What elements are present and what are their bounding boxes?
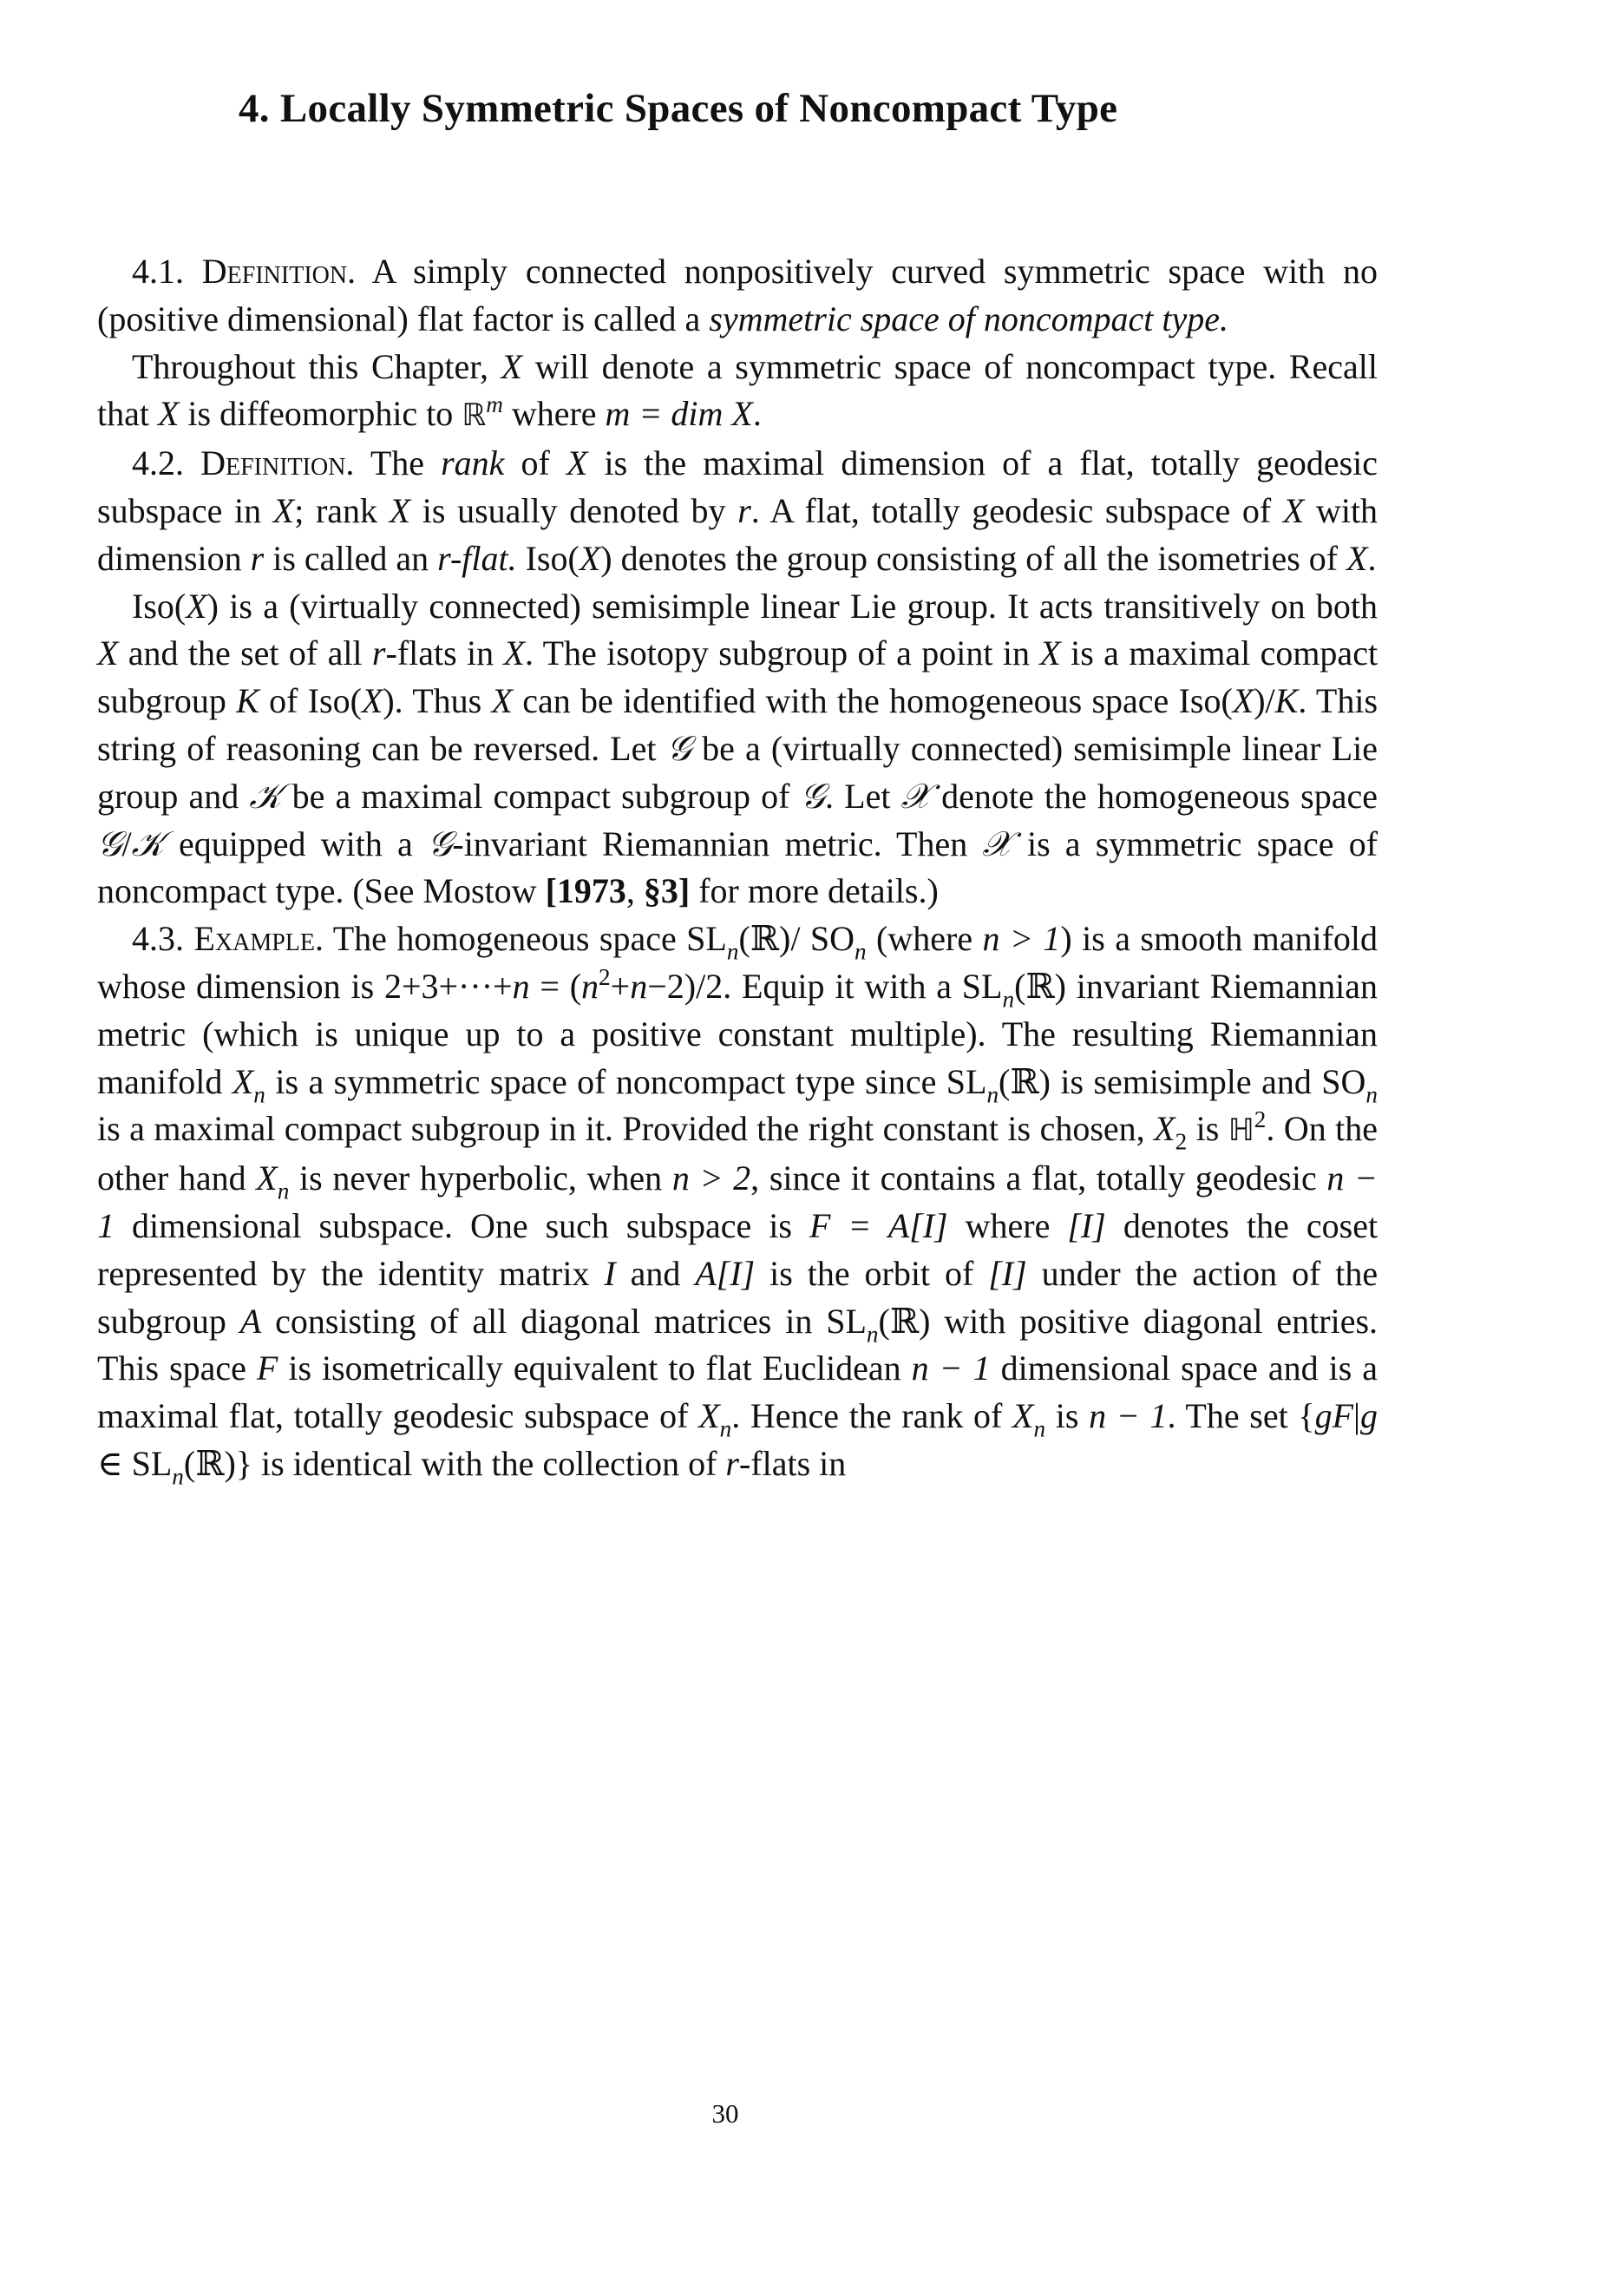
- section-number: 4.1.: [132, 252, 184, 291]
- math-expression: n − 1: [911, 1348, 991, 1388]
- math-symbol: X: [186, 586, 207, 626]
- text-run: ; rank: [294, 490, 378, 530]
- punctuation: .: [1367, 538, 1377, 578]
- subscript: n: [986, 1080, 999, 1107]
- math-symbol: n: [630, 966, 648, 1006]
- text-run: -flats in: [385, 633, 494, 673]
- body-text: [97, 248, 1378, 1488]
- emphasized-term: r-flat.: [437, 538, 517, 578]
- section-number: 4.2.: [132, 443, 184, 483]
- text-run: (ℝ) with positive diagonal entries. This space: [97, 1301, 1378, 1388]
- text-run: (ℝ) is semisimple and SO: [999, 1061, 1366, 1101]
- math-symbol: 𝒢: [666, 728, 692, 769]
- math-symbol: X: [503, 633, 525, 673]
- math-expression: ): [600, 538, 612, 578]
- example-label: Example.: [193, 919, 324, 959]
- math-symbol: I: [604, 1253, 616, 1293]
- text-run: is usually denoted by: [422, 490, 726, 530]
- math-expression: F = A[I]: [809, 1205, 948, 1245]
- text-run: and the set of all: [128, 633, 363, 673]
- text-run: . Let: [825, 776, 891, 816]
- text-run: be a maximal compact subgroup of: [291, 776, 790, 816]
- math-symbol: X: [501, 346, 523, 386]
- math-expression: /: [121, 824, 132, 863]
- math-symbol: 𝒳: [900, 776, 931, 817]
- text-run: , since it contains a flat, totally geodesic: [750, 1158, 1317, 1198]
- paragraph-iso-group: [97, 583, 1378, 916]
- math-symbol: r: [737, 490, 751, 530]
- math-expression: = (: [540, 966, 582, 1006]
- text-run: for more details.): [698, 871, 939, 911]
- math-expression: [I]: [988, 1253, 1027, 1293]
- math-symbol: 𝒢: [427, 824, 453, 864]
- text-run: . Equip it with a SL: [723, 966, 1003, 1006]
- text-run: (ℝ)/ SO: [738, 919, 855, 959]
- math-expression: )/: [1254, 681, 1275, 721]
- subscript: n: [172, 1463, 184, 1490]
- math-symbol: X: [232, 1061, 254, 1101]
- emphasized-term: symmetric space of noncompact type.: [709, 299, 1229, 338]
- text-run: The homogeneous space SL: [332, 919, 727, 959]
- math-expression: Iso(: [525, 538, 580, 578]
- subscript: n: [253, 1080, 265, 1107]
- definition-label: Definition.: [201, 252, 357, 291]
- math-symbol: K: [236, 681, 259, 721]
- math-expression: m = dim X: [605, 394, 753, 434]
- math-expression: ): [206, 586, 219, 626]
- math-symbol: ℝ: [462, 397, 487, 434]
- math-expression: −2)/2: [647, 966, 724, 1006]
- text-run: is never hyperbolic, when: [298, 1158, 663, 1198]
- text-run: equipped with a: [178, 824, 413, 863]
- superscript: 2: [599, 964, 611, 990]
- text-run: Throughout this Chapter,: [132, 346, 488, 386]
- paragraph-throughout: [97, 344, 1378, 441]
- math-symbol: n: [581, 966, 599, 1006]
- math-expression: A[I]: [695, 1253, 756, 1293]
- math-symbol: r: [371, 633, 386, 673]
- text-run: be a (virtually connected) semisimple linear Lie group and: [97, 728, 1378, 816]
- text-run: is a symmetric space of noncompact type since SL: [275, 1061, 987, 1101]
- citation-section: §3]: [643, 871, 691, 911]
- math-expression: n − 1: [97, 1158, 1378, 1245]
- math-symbol: 𝒦: [131, 824, 164, 864]
- text-run: The: [370, 443, 424, 483]
- text-run: where: [511, 394, 597, 434]
- math-symbol: 𝒳: [982, 824, 1012, 864]
- math-symbol: X: [389, 490, 411, 530]
- math-symbol: X: [97, 633, 119, 673]
- citation-year: [1973: [545, 871, 626, 911]
- text-run: of Iso(: [269, 681, 362, 721]
- text-run: is the maximal dimension of a flat, totally geodesic subspace in: [97, 443, 1378, 530]
- text-run: ). Thus: [383, 681, 482, 721]
- math-symbol: r: [725, 1443, 739, 1483]
- text-run: is a (virtually connected) semisimple linear Lie group. It acts transitively on both: [229, 586, 1378, 626]
- subscript: n: [277, 1178, 290, 1204]
- math-symbol: X: [491, 681, 513, 721]
- subscript: n: [726, 938, 739, 965]
- emphasized-term: rank: [441, 443, 505, 483]
- text-run: dimensional subspace. One such subspace is: [132, 1205, 792, 1245]
- text-run: (ℝ) invariant Riemannian metric (which is unique up to a positive constant multiple). The resulting Riemannian manifold: [97, 966, 1378, 1101]
- math-symbol: F: [256, 1348, 278, 1388]
- math-symbol: X: [256, 1158, 278, 1198]
- math-expression: n − 1: [1089, 1396, 1168, 1436]
- text-run: A simply connected nonpositively curved symmetric space with no (positive dimensional) flat factor is called a: [97, 252, 1378, 338]
- punctuation: .: [752, 394, 762, 434]
- text-run: where: [965, 1205, 1051, 1245]
- math-expression: n > 1: [982, 919, 1061, 959]
- text-run: ) is a smooth manifold whose dimension is: [97, 919, 1378, 1006]
- math-symbol: X: [579, 538, 601, 578]
- math-symbol: X: [1039, 633, 1061, 673]
- text-run: . A flat, totally geodesic subspace of: [750, 490, 1272, 530]
- text-run: will denote a symmetric space of noncompact type. Recall that: [97, 346, 1378, 434]
- page-number: 30: [711, 2098, 739, 2129]
- math-expression: [I]: [1067, 1205, 1106, 1245]
- subscript: 2: [1175, 1128, 1188, 1155]
- chapter-title: 4. Locally Symmetric Spaces of Noncompact Type: [239, 86, 1118, 131]
- math-symbol: X: [1346, 538, 1368, 578]
- math-expression: |: [1353, 1396, 1361, 1436]
- text-run: denotes the coset represented by the identity matrix: [97, 1205, 1378, 1293]
- math-symbol: 𝒢: [97, 824, 122, 864]
- math-expression: n > 2: [671, 1158, 751, 1198]
- math-symbol: X: [1232, 681, 1254, 721]
- text-run: is a symmetric space of noncompact type. (See Mostow: [97, 824, 1378, 911]
- math-symbol: X: [361, 681, 383, 721]
- text-run: denote the homogeneous space: [941, 776, 1378, 816]
- text-run: can be identified with the homogeneous space Iso(: [522, 681, 1233, 721]
- text-run: is the orbit of: [769, 1253, 974, 1293]
- text-run: (ℝ)} is identical with the collection of: [183, 1443, 717, 1483]
- text-run: denotes the group consisting of all the isometries of: [620, 538, 1339, 578]
- math-symbol: 𝒦: [249, 776, 282, 817]
- section-number: 4.3.: [132, 919, 184, 959]
- math-expression: +: [610, 966, 631, 1006]
- math-symbol: X: [1012, 1396, 1034, 1436]
- text-run: is: [1195, 1109, 1220, 1149]
- math-symbol: X: [1282, 490, 1305, 530]
- math-symbol: ℍ: [1228, 1112, 1254, 1149]
- text-run: is called an: [272, 538, 429, 578]
- text-run: . This string of reasoning can be reversed. Let: [97, 681, 1378, 768]
- text-run: is isometrically equivalent to flat Euclidean: [288, 1348, 901, 1388]
- paragraph-definition-4-1: [97, 248, 1378, 344]
- text-run: is: [1055, 1396, 1079, 1436]
- subscript: n: [1033, 1415, 1046, 1442]
- math-symbol: X: [1154, 1109, 1175, 1149]
- text-run: is a maximal compact subgroup in it. Provided the right constant is chosen,: [97, 1109, 1145, 1149]
- math-expression: gF: [1314, 1396, 1354, 1436]
- math-symbol: K: [1274, 681, 1299, 721]
- paragraph-example-4-3: [97, 915, 1378, 1488]
- math-symbol: X: [272, 490, 295, 530]
- text-run: -invariant Riemannian metric. Then: [452, 824, 968, 863]
- punctuation: ,: [625, 871, 635, 911]
- subscript: n: [866, 1320, 879, 1347]
- superscript: 2: [1254, 1106, 1267, 1133]
- math-symbol: r: [250, 538, 265, 578]
- text-run: of: [521, 443, 550, 483]
- text-run: is a maximal compact subgroup: [97, 633, 1378, 721]
- text-run: consisting of all diagonal matrices in SL: [275, 1301, 867, 1341]
- text-run: . On the other hand: [97, 1109, 1378, 1198]
- subscript: n: [1002, 986, 1015, 1013]
- text-run: ∈ SL: [97, 1443, 173, 1483]
- math-symbol: X: [157, 394, 180, 434]
- math-expression: 2+3+···+: [383, 966, 513, 1006]
- text-run: -flats in: [738, 1443, 847, 1483]
- definition-label: Definition.: [200, 443, 355, 483]
- math-symbol: A: [239, 1301, 262, 1341]
- math-symbol: g: [1360, 1396, 1378, 1436]
- superscript: m: [486, 391, 503, 418]
- text-run: . The set {: [1167, 1396, 1315, 1436]
- text-run: (where: [876, 919, 973, 959]
- text-run: under the action of the subgroup: [97, 1253, 1378, 1341]
- text-run: and: [630, 1253, 681, 1293]
- math-symbol: 𝒢: [800, 776, 826, 817]
- paragraph-definition-4-2: [97, 440, 1378, 582]
- text-run: with dimension: [97, 490, 1378, 578]
- subscript: n: [1365, 1080, 1378, 1107]
- math-symbol: n: [512, 966, 530, 1006]
- text-run: is diffeomorphic to: [187, 394, 454, 434]
- math-symbol: X: [566, 443, 588, 483]
- math-symbol: X: [698, 1396, 720, 1436]
- math-expression: Iso(: [132, 586, 187, 626]
- subscript: n: [855, 938, 867, 965]
- text-run: . Hence the rank of: [731, 1396, 1003, 1436]
- text-run: . The isotopy subgroup of a point in: [524, 633, 1030, 673]
- subscript: n: [719, 1415, 732, 1442]
- text-run: dimensional space and is a maximal flat, totally geodesic subspace of: [97, 1348, 1378, 1436]
